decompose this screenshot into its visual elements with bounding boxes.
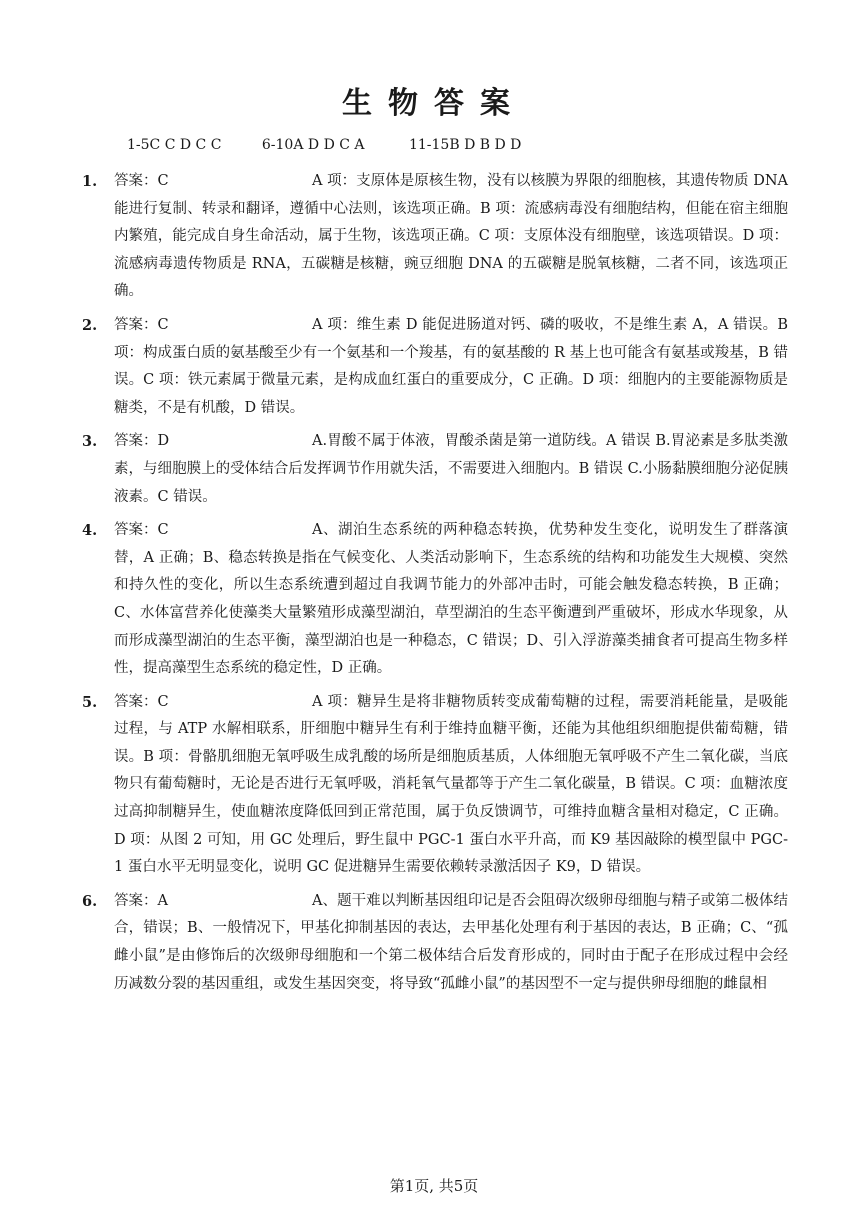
- question-item: [82, 888, 788, 998]
- question-explanation: A 项：维生素 D 能促进肠道对钙、磷的吸收，不是维生素 A，A 错误。B 项：构成蛋白质的氨基酸至少有一个氨基和一个羧基，有的氨基酸的 R 基上也可能含有氨基或羧基，B 错误。C 项：铁元素属于微量元素，是构成血红蛋白的重要成分，C 正确。D 项：细胞内的主要能源物质是糖类，不是有机酸，D 错误。: [114, 316, 788, 416]
- answer-key-group: 1-5C C D C C: [127, 137, 222, 153]
- question-item: [82, 428, 788, 511]
- question-answer: 答案：C: [114, 522, 169, 539]
- question-answer: 答案：C: [114, 316, 169, 333]
- question-item: [82, 312, 788, 422]
- question-number: 6.: [82, 892, 98, 910]
- question-answer: 答案：C: [114, 693, 169, 710]
- question-explanation: A、题干难以判断基因组印记是否会阻碍次级卵母细胞与精子或第二极体结合，错误；B、一般情况下，甲基化抑制基因的表达，去甲基化处理有利于基因的表达，B 正确；C、“孤雌小鼠”是由修饰后的次级卵母细胞和一个第二极体结合后发育形成的，同时由于配子在形成过程中会经历减数分裂的基因重组，或发生基因突变，将导致“孤雌小鼠”的基因型不一定与提供卵母细胞的雌鼠相: [114, 892, 788, 992]
- question-list: [82, 168, 788, 1004]
- question-number: 1.: [82, 173, 98, 190]
- question-answer: 答案：D: [114, 433, 170, 450]
- question-number: 4.: [82, 522, 98, 540]
- question-number: 3.: [82, 433, 98, 451]
- page-title: 生物答案: [342, 86, 526, 121]
- question-explanation: A、湖泊生态系统的两种稳态转换，优势种发生变化，说明发生了群落演替，A 正确；B、稳态转换是指在气候变化、人类活动影响下，生态系统的结构和功能发生大规模、突然和持久性的变化，所以生态系统遭到超过自我调节能力的外部冲击时，可能会触发稳态转换，B 正确；C、水体富营养化使藻类大量繁殖形成藻型湖泊，草型湖泊的生态平衡遭到严重破坏，形成水华现象，从而形成藻型湖泊的生态平衡，藻型湖泊也是一种稳态，C 错误；D、引入浮游藻类捕食者可提高生物多样性，提高藻型生态系统的稳定性，D 正确。: [114, 522, 788, 677]
- question-item: [82, 689, 788, 882]
- question-item: [82, 168, 788, 306]
- question-item: [82, 517, 788, 683]
- page-footer: 第1页, 共5页: [389, 1177, 479, 1195]
- question-answer: 答案：A: [114, 892, 168, 909]
- question-explanation: A 项：支原体是原核生物，没有以核膜为界限的细胞核，其遗传物质 DNA 能进行复制、转录和翻译，遵循中心法则，该选项正确。B 项：流感病毒没有细胞结构，但能在宿主细胞内繁殖，能完成自身生命活动，属于生物，该选项正确。C 项：支原体没有细胞壁，该选项错误。D 项：流感病毒遗传物质是 RNA，五碳糖是核糖，豌豆细胞 DNA 的五碳糖是脱氧核糖，二者不同，该选项正确。: [114, 173, 788, 300]
- answer-key-group: 11-15B D B D D: [408, 137, 522, 153]
- answer-key-group: 6-10A D D C A: [261, 137, 365, 153]
- question-explanation: A 项：糖异生是将非糖物质转变成葡萄糖的过程，需要消耗能量，是吸能过程，与 ATP 水解相联系，肝细胞中糖异生有利于维持血糖平衡，还能为其他组织细胞提供葡萄糖，错误。B 项：骨骼肌细胞无氧呼吸生成乳酸的场所是细胞质基质，人体细胞无氧呼吸不产生二氧化碳，当底物只有葡萄糖时，无论是否进行无氧呼吸，消耗氧气量都等于产生二氧化碳量，B 错误。C 项：血糖浓度过高抑制糖异生，使血糖浓度降低回到正常范围，属于负反馈调节，可维持血糖含量相对稳定，C 正确。D 项：从图 2 可知，用 GC 处理后，野生鼠中 PGC-1 蛋白水平升高，而 K9 基因敲除的模型鼠中 PGC-1 蛋白水平无明显变化，说明 GC 促进糖异生需要依赖转录激活因子 K9，D 错误。: [114, 693, 788, 876]
- question-explanation: A.胃酸不属于体液，胃酸杀菌是第一道防线。A 错误 B.胃泌素是多肽类激素，与细胞膜上的受体结合后发挥调节作用就失活，不需要进入细胞内。B 错误 C.小肠黏膜细胞分泌促胰液素。C 错误。: [114, 433, 788, 505]
- question-answer: 答案：C: [114, 173, 169, 189]
- answer-key-row: [127, 136, 521, 154]
- question-number: 2.: [82, 316, 98, 334]
- question-number: 5.: [82, 693, 98, 711]
